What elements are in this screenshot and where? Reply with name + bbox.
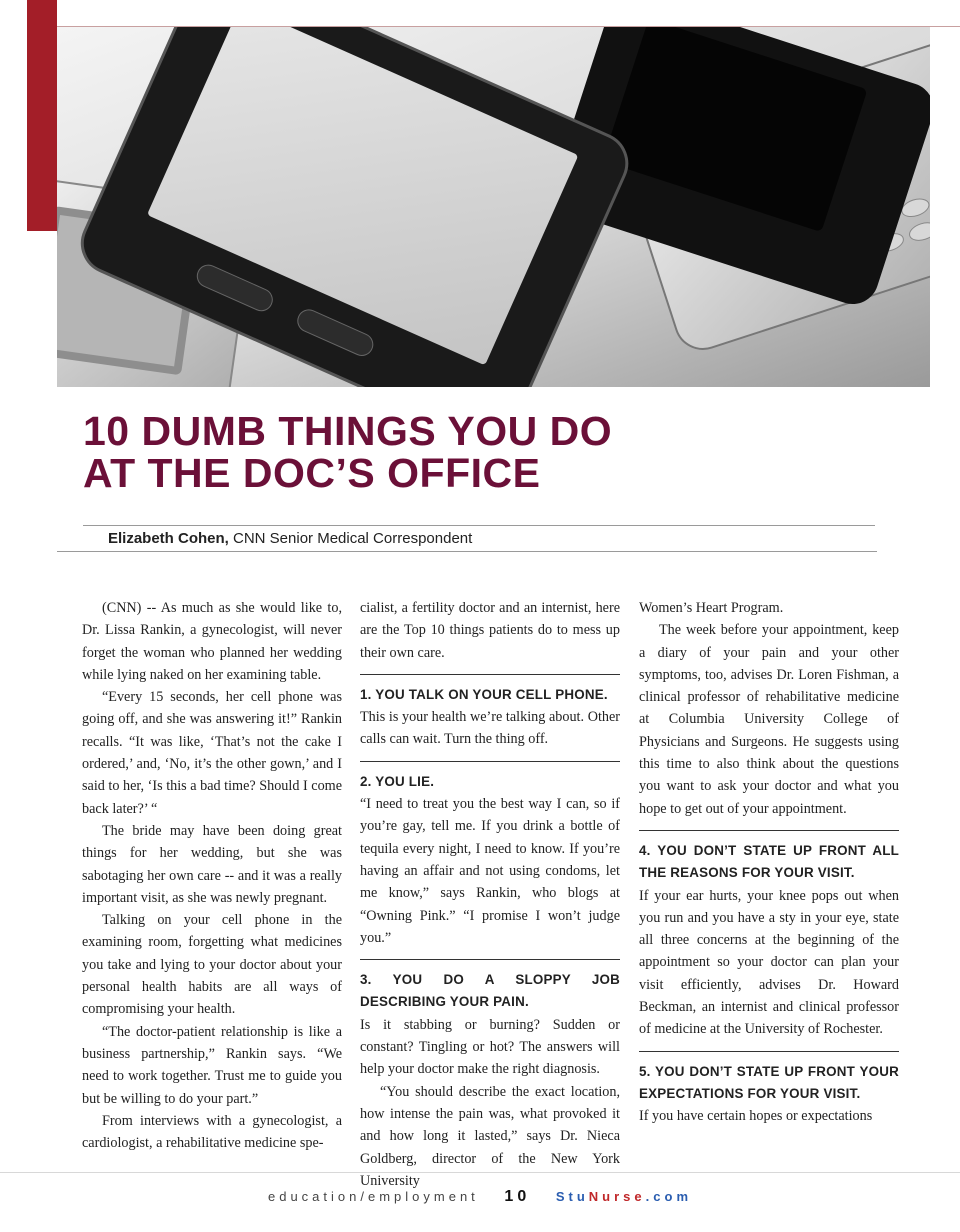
footer-section: education/employment [267, 1189, 479, 1204]
page-number: 10 [504, 1188, 531, 1205]
paragraph: The bride may have been doing great things for her wedding, but she was sabotaging her own care -- and it was a really important visit, as she was newly pregnant. [82, 822, 342, 906]
section-divider [360, 674, 620, 675]
paragraph: Women’s Heart Program. [639, 600, 784, 616]
article-title [83, 410, 612, 494]
paragraph: (CNN) -- As much as she would like to, Dr. Lissa Rankin, a gynecologist, will never forget the woman who planned her wedding while lying naked on her examining table. [82, 600, 342, 683]
paragraph: “Every 15 seconds, her cell phone was going off, and she was answering it!” Rankin recalls. “It was like, ‘That’s not the cake I ordered,’ and, ‘No, it’s the other gown,’ and I said to her, ‘Is this a bad time? Should I come back later?’ “ [82, 689, 342, 817]
byline [108, 530, 472, 547]
paragraph: cialist, a fertility doctor and an internist, here are the Top 10 things patients do to mess up their own care. [360, 600, 620, 661]
brand-part-2: Nurse [588, 1189, 646, 1204]
paragraph: If your ear hurts, your knee pops out when you run and you have a sty in your eye, state all three concerns at the beginning of the appointment so your doctor can plan your visit efficiently, advises Dr. Howard Beckman, an internist and clinical professor of medicine at the University of Rochester. [639, 887, 899, 1038]
page-footer [0, 1188, 960, 1206]
author-name: Elizabeth Cohen, [108, 530, 229, 547]
author-role: CNN Senior Medical Correspondent [233, 530, 473, 547]
title-line-2: AT THE DOC’S OFFICE [83, 450, 541, 496]
byline-rule-top [83, 525, 875, 526]
paragraph: “You should describe the exact location, how intense the pain was, what provoked it and how long it lasted,” says Dr. Nieca Goldberg, director of the New York University [360, 1083, 620, 1189]
title-line-1: 10 DUMB THINGS YOU DO [83, 408, 613, 454]
column-3 [639, 597, 899, 1128]
hero-photo-cell-phones [57, 27, 930, 387]
section-divider [360, 959, 620, 960]
column-1 [82, 597, 342, 1154]
section-divider [639, 830, 899, 831]
section-heading: 5. YOU DON’T STATE UP FRONT YOUR EXPECTATIONS FOR YOUR VISIT. [639, 1063, 899, 1101]
section-heading: 3. YOU DO A SLOPPY JOB DESCRIBING YOUR PAIN. [360, 972, 620, 1010]
brand-part-1: Stu [555, 1189, 589, 1204]
accent-bar [27, 0, 57, 231]
paragraph: Talking on your cell phone in the examining room, forgetting what medicines you take and lying to your doctor about your personal health habits are all ways of compromising your health. [82, 912, 342, 1018]
paragraph: The week before your appointment, keep a diary of your pain and your other symptoms, too, advises Dr. Loren Fishman, a clinical professor of rehabilitative medicine at Columbia University College of Physicians and Surgeons. He suggests using this time to also think about the questions you want to ask your doctor and what you hope to get out of your appointment. [639, 622, 899, 817]
section-divider [360, 761, 620, 762]
brand-part-3: .com [645, 1189, 692, 1204]
column-2 [360, 597, 620, 1192]
section-heading: 2. YOU LIE. [360, 773, 435, 789]
paragraph: “The doctor-patient relationship is like a business partnership,” Rankin says. “We need to work together. Trust me to guide you but be willing to do your part.” [82, 1023, 342, 1107]
paragraph: This is your health we’re talking about. Other calls can wait. Turn the thing off. [360, 709, 620, 748]
paragraph: From interviews with a gynecologist, a cardiologist, a rehabilitative medicine spe- [82, 1112, 342, 1152]
paragraph: If you have certain hopes or expectations [639, 1108, 873, 1125]
section-heading: 4. YOU DON’T STATE UP FRONT ALL THE REASONS FOR YOUR VISIT. [639, 842, 899, 881]
section-divider [639, 1051, 899, 1052]
footer-rule [0, 1172, 960, 1173]
footer-brand [556, 1189, 692, 1204]
paragraph: “I need to treat you the best way I can, so if you’re gay, tell me. If you drink a bottle of tequila every night, I need to know. If you’re having an affair and not using condoms, let me know,” says Rankin, who blogs at “Owning Pink.” “I promise I won’t judge you.” [360, 796, 620, 946]
byline-rule-bottom [57, 551, 877, 552]
paragraph: Is it stabbing or burning? Sudden or constant? Tingling or hot? The answers will help your doctor make the right diagnosis. [360, 1016, 620, 1078]
section-heading: 1. YOU TALK ON YOUR CELL PHONE. [360, 686, 608, 702]
